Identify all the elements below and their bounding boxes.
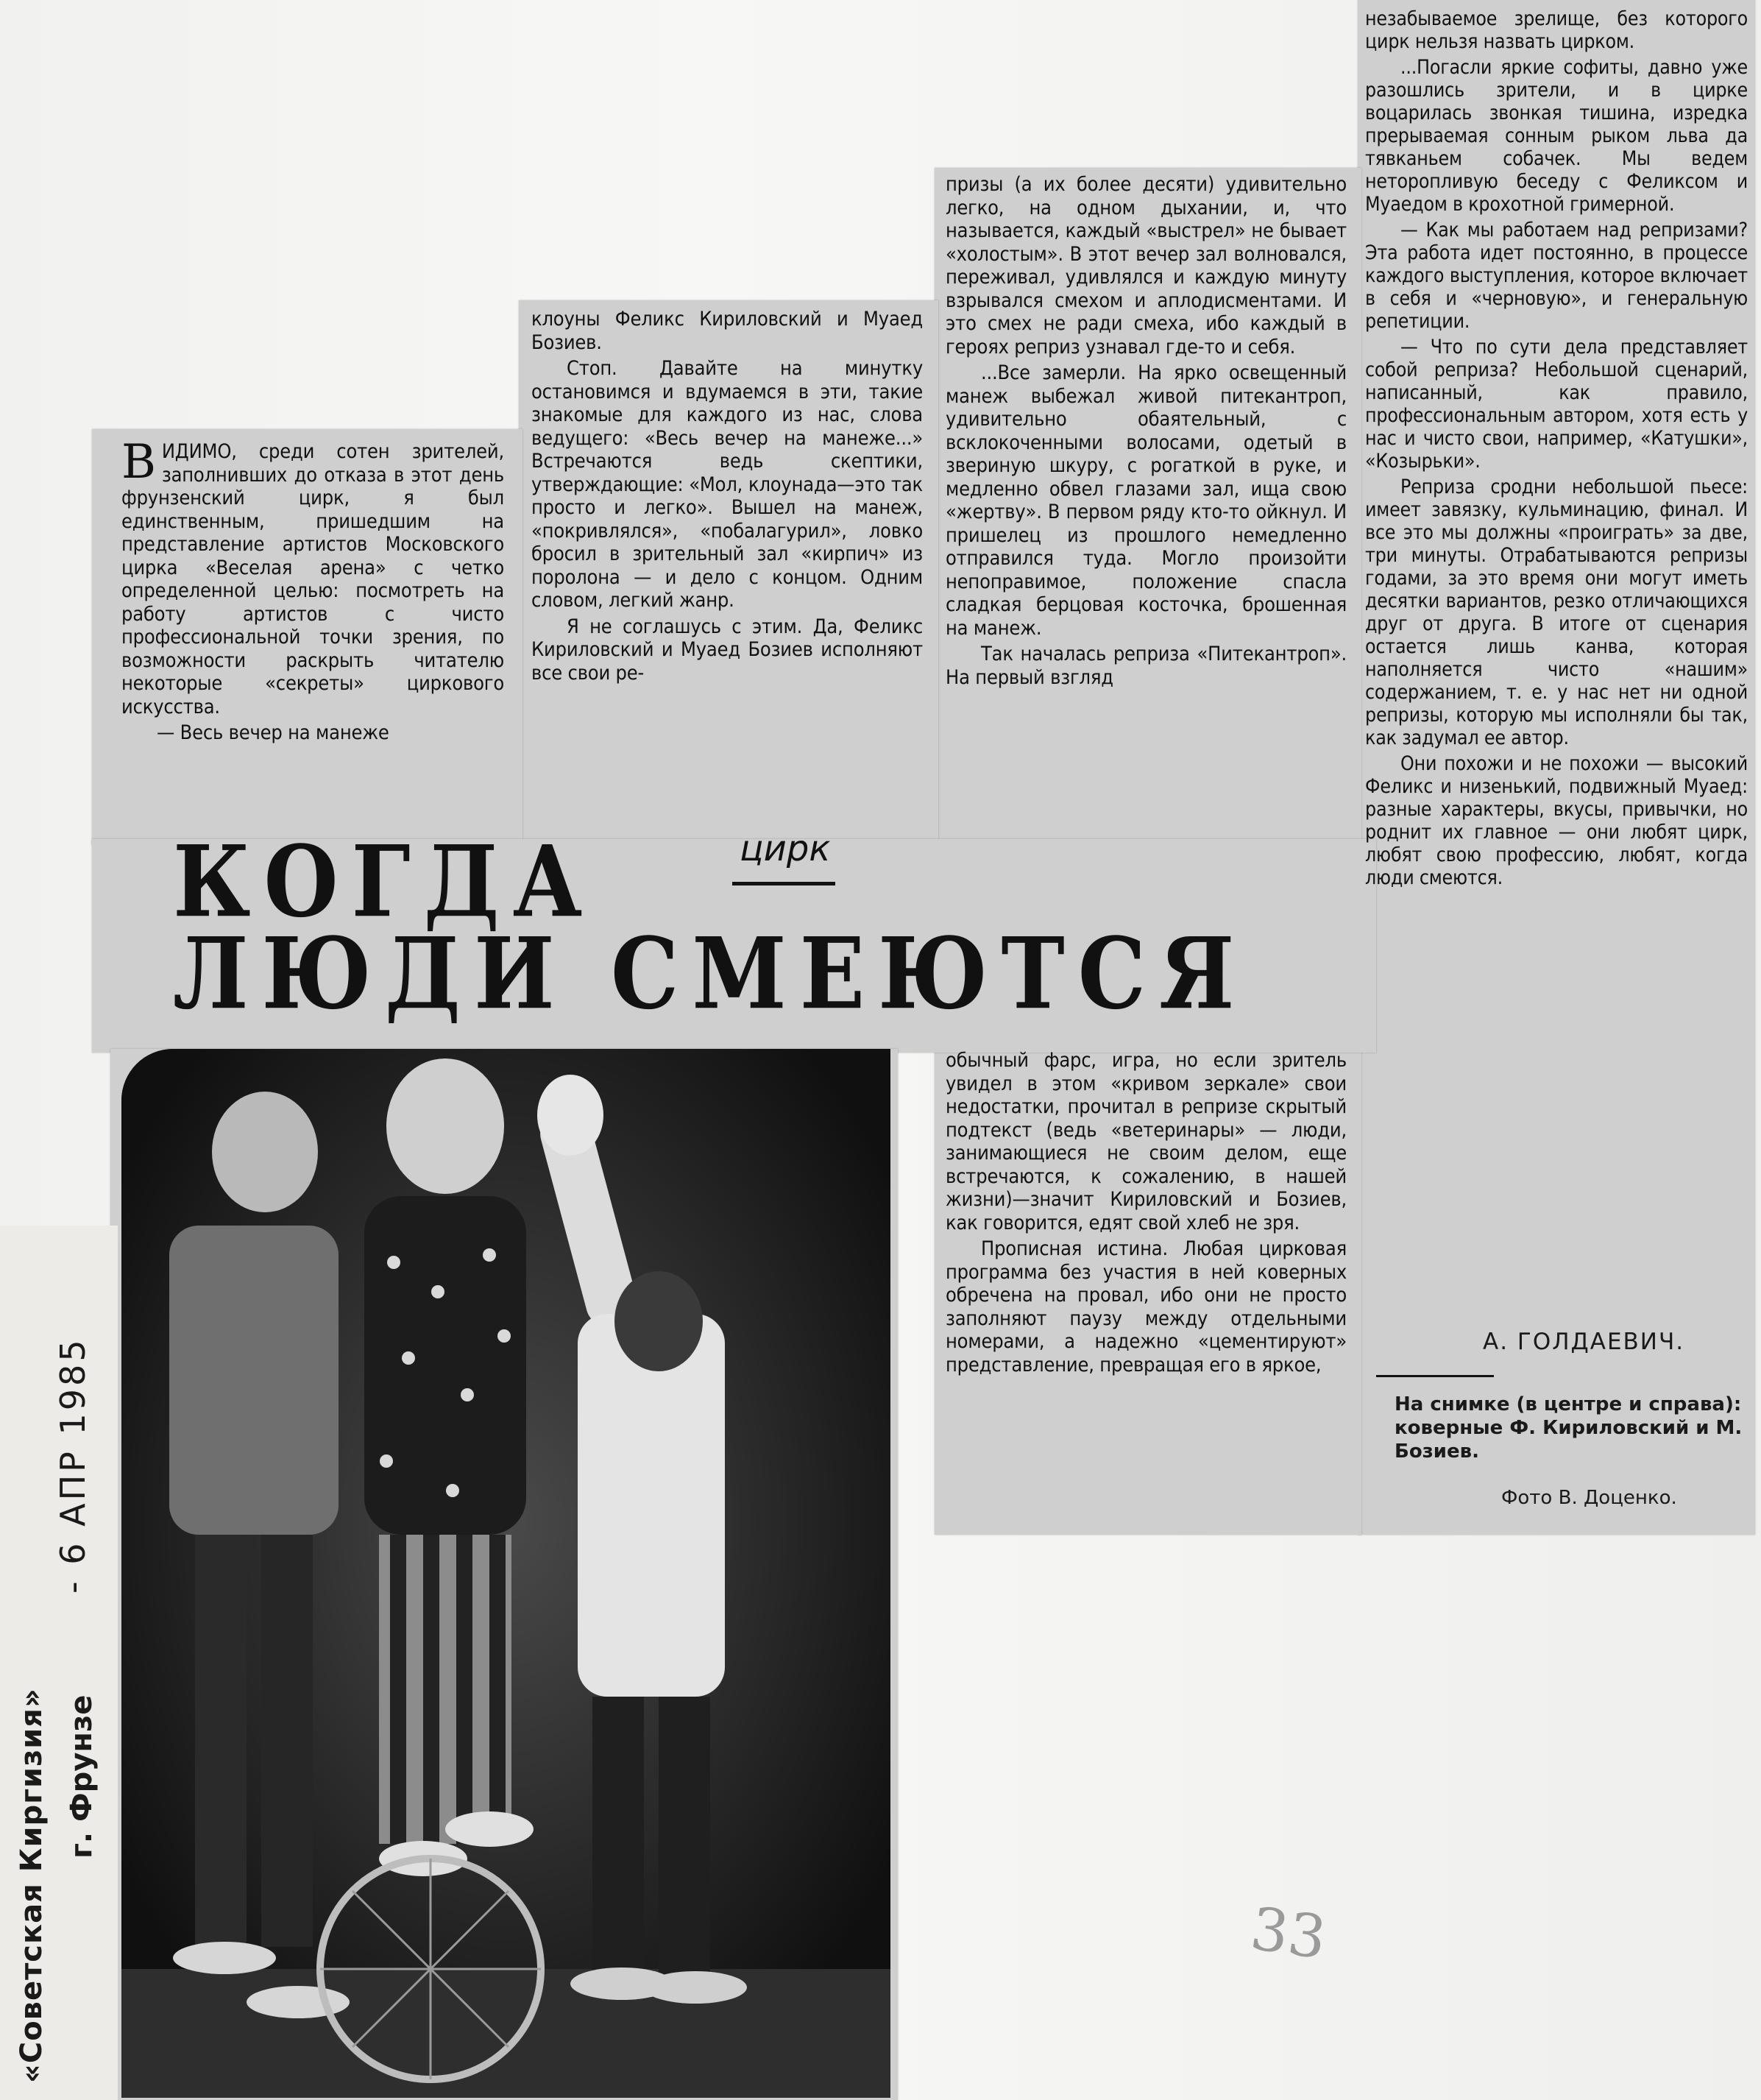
- paragraph: ...Погасли яркие софиты, давно уже разошлись зрители, и в цирке воцарилась звонкая тишина, изредка прерываемая сонным рыком льва да тявканьем собачек. Мы ведем неторопливую беседу с Феликсом и Муаедом в крохотной гримерной.: [1365, 56, 1748, 216]
- paragraph: незабываемое зрелище, без которого цирк нельзя назвать цирком.: [1365, 7, 1748, 53]
- stamp-date: - 6 АПР 1985: [53, 1337, 93, 1594]
- paragraph: призы (а их более десяти) удивительно легко, на одном дыхании, и, что называется, каждый «выстрел» не бывает «холостым». В этот вечер зал волновался, переживал, удивлялся и каждую минуту взрывался смехом и аплодисментами. И это смех не ради смеха, ибо каждый в героях реприз узнавал где-то и себя.: [946, 173, 1347, 358]
- paragraph: Реприза сродни небольшой пьесе: имеет завязку, кульминацию, финал. И все это мы должны «проиграть» за две, три минуты. Отрабатываются репризы годами, за это время они могут иметь десятки вариантов, резко отличающихся друг от друга. В итоге от сценария остается лишь канва, которая наполняется чисто «нашим» содержанием, т. е. у нас нет ни одной репризы, которую мы исполняли бы так, как задумал ее автор.: [1365, 475, 1748, 749]
- paragraph: Прописная истина. Любая цирковая программа без участия в ней коверных обречена на провал, ибо они не просто заполняют паузу между отдельными номерами, а надежно «цементируют» представление, превращая его в яркое,: [946, 1237, 1347, 1376]
- archive-stamp: [0, 1226, 118, 2100]
- paragraph: Они похожи и не похожи — высокий Феликс и низенький, подвижный Муаед: разные характеры, вкусы, привычки, но роднит их главное — они любят цирк, любят свою профессию, любят, когда люди смеются.: [1365, 752, 1748, 889]
- paragraph: ...Все замерли. На ярко освещенный манеж выбежал живой питекантроп, удивительно обаятельный, с всклокоченными волосами, одетый в звериную шкуру, с рогаткой в руке, и медленно обвел глазами зал, ища свою «жертву». В первом ряду кто-то ойкнул. И пришелец из прошлого немедленно отправился туда. Могло произойти непоправимое, положение спасла сладкая берцовая косточка, брошенная на манеж.: [946, 361, 1347, 640]
- rubric-underline: [732, 882, 835, 885]
- rubric-label: цирк: [740, 828, 831, 869]
- paragraph: ИДИМО, среди сотен зрителей, заполнивших до отказа в этот день фрунзенский цирк, я был единственным, пришедшим на представление артистов Московского цирка «Веселая арена» с четко определенной целью: посмотреть на работу артистов с чисто профессиональной точки зрения, по возможности раскрыть читателю некоторые «секреты» циркового искусства.: [121, 440, 504, 718]
- paragraph: Я не соглашусь с этим. Да, Феликс Кириловский и Муаед Бозиев исполняют все свои ре-: [531, 615, 923, 685]
- paragraph: — Как мы работаем над репризами? Эта работа идет постоянно, в процессе каждого выступления, которое включает в себя и «черновую», и генеральную репетиции.: [1365, 219, 1748, 333]
- stamp-newspaper-name: «Советская Киргизия»: [15, 1688, 49, 2083]
- paragraph: Так началась реприза «Питекантроп». На первый взгляд: [946, 643, 1347, 689]
- circus-photo: [121, 1049, 890, 2098]
- photo-credit: Фото В. Доценко.: [1501, 1487, 1677, 1509]
- headline-line-1: КОГДА: [173, 824, 596, 940]
- photo-caption: На снимке (в центре и справа): коверные Ф. Кириловский и М. Бозиев.: [1395, 1393, 1743, 1463]
- article-column-3-upper: [946, 173, 1347, 692]
- drop-cap: В: [121, 435, 156, 489]
- headline-line-2: ЛЮДИ СМЕЮТСЯ: [173, 916, 1248, 1032]
- article-column-1: [121, 435, 504, 748]
- caption-rule: [1376, 1375, 1494, 1377]
- pencil-archive-number: 33: [1247, 1894, 1331, 1973]
- paragraph: — Что по сути дела представляет собой реприза? Небольшой сценарий, написанный, как правило, профессиональным автором, хотя есть у нас и чисто свои, например, «Катушки», «Козырьки».: [1365, 336, 1748, 473]
- clowns-on-unicycle-illustration: [121, 1049, 890, 2098]
- paragraph: клоуны Феликс Кириловский и Муаед Бозиев.: [531, 308, 923, 354]
- article-column-2: [531, 308, 923, 687]
- paragraph: обычный фарс, игра, но если зритель увидел в этом «кривом зеркале» свои недостатки, прочитал в репризе скрытый подтекст (ведь «ветеринары» — люди, занимающиеся не своим делом, еще встречаются, к сожалению, в нашей жизни)—значит Кириловский и Бозиев, как говорится, едят свой хлеб не зря.: [946, 1049, 1347, 1234]
- paragraph: — Весь вечер на манеже: [157, 721, 389, 744]
- stamp-city: г. Фрунзе: [65, 1694, 99, 1859]
- article-column-4: [1365, 7, 1748, 892]
- paragraph: Стоп. Давайте на минутку остановимся и вдумаемся в эти, такие знакомые для каждого из нас, слова ведущего: «Весь вечер на манеже...» Встречаются ведь скептики, утверждающие: «Мол, клоунада—это так просто и легко». Вышел на манеж, «покривлялся», «побалагурил», ловко бросил в зрительный зал «кирпич» из поролона — и дело с концом. Одним словом, легкий жанр.: [531, 357, 923, 612]
- author-signature: А. ГОЛДАЕВИЧ.: [1483, 1329, 1685, 1355]
- article-column-3-lower: [946, 1049, 1347, 1379]
